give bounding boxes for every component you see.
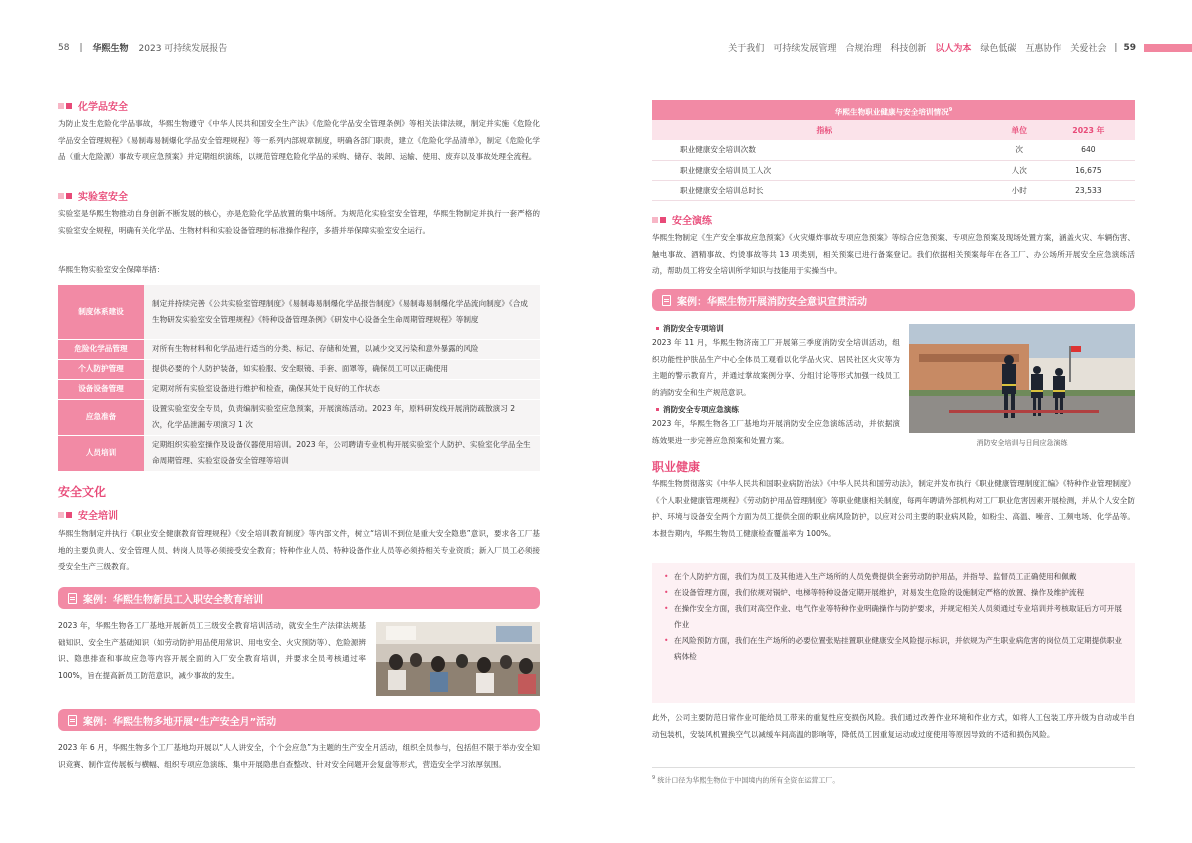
drill-paragraph: 华熙生物制定《生产安全事故应急预案》《火灾爆炸事故专项应急预案》等综合应急预案、专项应急预案及现场处置方案，涵盖火灾、车辆伤害、触电事故、酒精事故、灼烫事故等共 13 项类别，相关预案已进行备案登记。我们依据相关预案每年在各工厂、办公场所开展安全应急演练活动，帮助员工将安全培训所学知识与技能用于实操当中。 — [652, 233, 1135, 275]
lab-measures-table — [58, 285, 540, 472]
fire-drill-heading: 消防安全专项应急演练 — [656, 404, 739, 415]
row-key: 设备设备管理 — [58, 379, 144, 399]
col-header-indicator: 指标 — [652, 120, 997, 140]
page-accent-bar — [1144, 44, 1192, 52]
occupational-health-title: 职业健康 — [652, 460, 701, 474]
nav-item-cooperation[interactable]: 互惠协作 — [1025, 44, 1062, 54]
header-right: 关于我们 可持续发展管理 合规治理 科技创新 以人为本 绿色低碳 互惠协作 关爱社会 | 59 — [728, 41, 1192, 54]
table-row — [58, 285, 540, 339]
list-item: • 在设备管理方面，我们依规对锅炉、电梯等特种设备定期开展维护，对易发生危险的设施制定严格的放置、操作及维护流程 — [664, 585, 1123, 601]
case-safety-month-text: 2023 年 6 月，华熙生物多个工厂基地均开展以“人人讲安全，个个会应急”为主题的生产安全月活动，组织全员参与，包括但不限于举办安全知识竞赛、制作宣传展板与横幅、组织专项应急演练、集中开展隐患自查整改、针对安全问题开会复盘等形式，营造安全学习浓厚氛围。 — [58, 743, 540, 769]
row-value: 设置实验室安全专员，负责编制实验室应急预案，开展演练活动。2023 年，原料研发线开展消防疏散演习 2 次，化学品泄漏专项演习 1 次 — [144, 399, 540, 435]
left-page-number: 58 — [58, 42, 70, 53]
fire-training-text: 2023 年 11 月，华熙生物济南工厂开展第三季度消防安全培训活动，组织功能性护肤品生产中心全体员工观看以化学品火灾、居民社区火灾等为主题的警示教育片，并通过掌故案例分享、分组讨论等形式加强一线员工的消防安全和生产规范意识。 — [652, 338, 900, 397]
document-icon — [662, 295, 671, 306]
row-value: 提供必要的个人防护装备，如实验服、安全眼镜、手套、面罩等，确保员工可以正确使用 — [144, 359, 540, 379]
table-row: 职业健康安全培训总时长 小时 23,533 — [652, 180, 1135, 200]
fire-drill-image — [909, 324, 1135, 433]
nav-item-society[interactable]: 关爱社会 — [1070, 44, 1107, 54]
case-safety-month-banner: 案例：华熙生物多地开展“生产安全月”活动 — [58, 709, 540, 731]
table-row — [58, 399, 540, 435]
case-fire-safety-banner: 案例：华熙生物开展消防安全意识宣贯活动 — [652, 289, 1135, 311]
nav-item-sustainability[interactable]: 可持续发展管理 — [773, 44, 837, 54]
document-icon — [68, 715, 77, 726]
case-new-employee-banner: 案例：华熙生物新员工入职安全教育培训 — [58, 587, 540, 609]
col-header-year: 2023 年 — [1042, 120, 1135, 140]
row-key: 个人防护管理 — [58, 359, 144, 379]
culture-title: 安全文化 — [58, 485, 107, 499]
table-row — [58, 435, 540, 471]
drill-section-title: 安全演练 — [652, 212, 712, 227]
top-nav — [728, 41, 1106, 54]
occupational-health-paragraph: 华熙生物贯彻落实《中华人民共和国职业病防治法》《中华人民共和国劳动法》，制定并发布执行《职业健康管理制度汇编》《特种作业管理制度》《个人职业健康管理规程》《劳动防护用品管理制度》等职业健康相关制度，每两年聘请外部机构对工厂职业危害因素开展检测，并从个人安全防护、环境与设备安全两个方面为员工提供全面的职业病风险防护，以应对公司主要的职业病风险，如粉尘、高温、噪音、工频电场、化学品等。本报告期内，华熙生物员工健康检查覆盖率为 100%。 — [652, 479, 1135, 538]
right-page-number: 59 — [1123, 42, 1136, 53]
nav-item-about[interactable]: 关于我们 — [728, 44, 765, 54]
case-new-employee-text: 2023 年，华熙生物各工厂基地开展新员工三级安全教育培训活动，就安全生产法律法规基础知识、安全生产基础知识（如劳动防护用品使用常识、用电安全、火灾预防等）、危险源辨识、隐患排查和事故应急等内容开展全面的入厂安全教育培训，并要求全员考核通过率 100%，旨在提高新员工防范意识，减少事故的发生。 — [58, 621, 366, 680]
fire-drill-photo — [909, 324, 1135, 433]
health-training-table — [652, 100, 1135, 201]
nav-item-innovation[interactable]: 科技创新 — [890, 44, 927, 54]
list-item: • 在个人防护方面，我们为员工及其他进入生产场所的人员免费提供全套劳动防护用品，并指导、监督员工正确使用和佩戴 — [664, 569, 1123, 585]
row-key: 危险化学品管理 — [58, 339, 144, 359]
health-table-caption: 华熙生物职业健康与安全培训情况$^9$ — [652, 100, 1135, 120]
table-row: 职业健康安全培训次数 次 640 — [652, 140, 1135, 160]
header-left: 58 | 华熙生物 2023 可持续发展报告 — [58, 42, 228, 54]
list-item: • 在风险预防方面，我们在生产场所的必要位置张贴挂置职业健康安全风险提示标识，并依规为产生职业病危害的岗位员工定期提供职业病体检 — [664, 633, 1123, 665]
ergonomic-paragraph: 此外，公司主要防范日常作业可能给员工带来的重复性应变损伤风险。我们通过改善作业环境和作业方式，如将人工包装工序升级为自动或半自动包装机，安装风机置换空气以减缓车间高温的影响等，降低员工因重复运动或过度使用等原因导致的不适和损伤风险。 — [652, 713, 1135, 739]
nav-item-people[interactable]: 以人为本 — [935, 44, 972, 54]
row-value: 定期对所有实验室设备进行维护和检查，确保其处于良好的工作状态 — [144, 379, 540, 399]
document-icon — [68, 593, 77, 604]
fire-training-heading: 消防安全专项培训 — [656, 323, 724, 334]
training-paragraph: 华熙生物制定并执行《职业安全健康教育管理规程》《安全培训教育制度》等内部文件，树立“培训不到位是重大安全隐患”意识，要求各工厂基地的主要负责人、安全管理人员、转岗人员等必须接受安全教育；特种作业人员、特种设备作业人员等必须持相关专业资质；新入厂员工必须接受安全生产三级教育。 — [58, 529, 540, 571]
health-measures-box — [652, 563, 1135, 703]
list-item: • 在操作安全方面，我们对高空作业、电气作业等特种作业明确操作与防护要求，并规定相关人员须通过专业培训并考核取证后方可开展作业 — [664, 601, 1123, 633]
chem-paragraph: 为防止发生危险化学品事故，华熙生物遵守《中华人民共和国安全生产法》《危险化学品安全管理条例》等相关法律法规，制定并实施《危险化学品安全管理规程》《易制毒易制爆化学品安全管理规程》等一系列内部规章制度，明确各部门职责，建立《危险化学品清单》，制定《危险化学品（重大危险源）事故专项应急预案》并定期组织演练，以规范管理危险化学品的采购、储存、装卸、运输、使用、废弃以及事故处理全流程。 — [58, 119, 540, 161]
chem-section-title: 化学品安全 — [58, 98, 128, 113]
row-key: 制度体系建设 — [58, 285, 144, 339]
training-section-title: 安全培训 — [58, 507, 118, 522]
table-row — [58, 339, 540, 359]
row-value: 对所有生物材料和化学品进行适当的分类、标记、存储和处置，以减少交叉污染和意外暴露的风险 — [144, 339, 540, 359]
col-header-unit: 单位 — [997, 120, 1042, 140]
nav-item-green[interactable]: 绿色低碳 — [980, 44, 1017, 54]
nav-item-governance[interactable]: 合规治理 — [845, 44, 882, 54]
footnote-divider — [652, 767, 1135, 768]
table-row — [58, 359, 540, 379]
lab-intro: 华熙生物实验室安全保障举措： — [58, 265, 165, 274]
table-row: 职业健康安全培训员工人次 人次 16,675 — [652, 160, 1135, 180]
fire-drill-text: 2023 年，华熙生物各工厂基地均开展消防安全应急演练活动，并依据演练效果进一步完善应急预案和处置方案。 — [652, 419, 900, 445]
row-value: 定期组织实验室操作及设备仪器使用培训。2023 年，公司聘请专业机构开展实验室个人防护、实验室化学品全生命周期管理、实验室设备安全管理等培训 — [144, 435, 540, 471]
footnote: $^9$ 统计口径为华熙生物位于中国境内的所有全资在运营工厂。 — [652, 775, 840, 785]
report-title: 2023 可持续发展报告 — [138, 44, 228, 54]
training-room-image — [376, 622, 540, 696]
photo-caption: 消防安全培训与日间应急演练 — [976, 439, 1068, 447]
training-room-photo — [376, 622, 540, 696]
row-key: 人员培训 — [58, 435, 144, 471]
lab-section-title: 实验室安全 — [58, 188, 128, 203]
lab-paragraph: 实验室是华熙生物推动自身创新不断发展的核心，亦是危险化学品放置的集中场所。为规范化实验室安全管理，华熙生物制定并执行一套严格的实验室安全规程，明确有关化学品、生物材料和实验设备管理的标准操作程序，多措并举保障实验室安全运行。 — [58, 209, 540, 235]
row-value: 制定并持续完善《公共实验室管理制度》《易制毒易制爆化学品报告制度》《易制毒易制爆化学品流向制度》《合成生物研发实验室安全管理规程》《特种设备管理条例》《研发中心设备全生命周期管理规程》等制度 — [144, 285, 540, 339]
table-row — [58, 379, 540, 399]
brand-name: 华熙生物 — [92, 44, 129, 54]
row-key: 应急准备 — [58, 399, 144, 435]
